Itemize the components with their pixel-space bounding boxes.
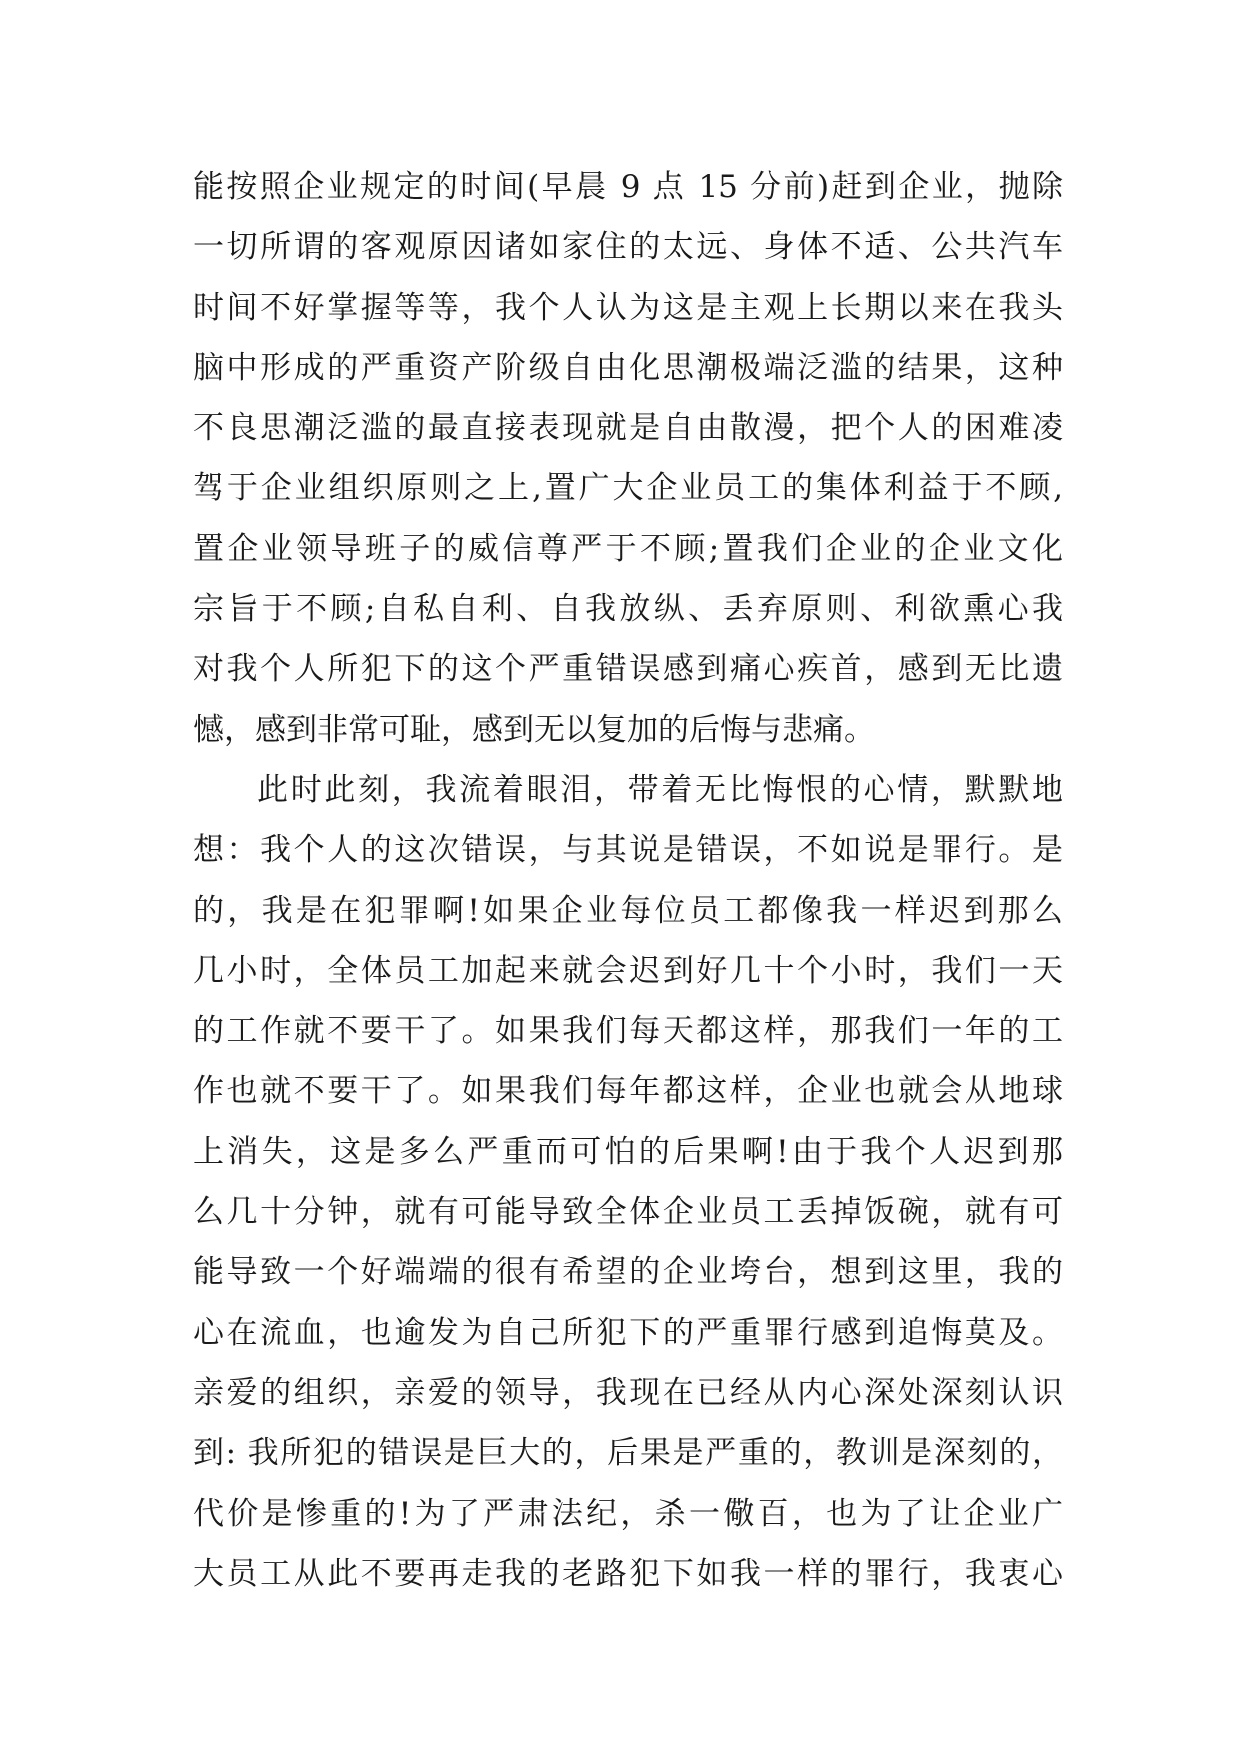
text-line: 亲爱的组织，亲爱的领导，我现在已经从内心深处深刻认识 [193,1374,1063,1411]
text-line: 心在流血，也逾发为自己所犯下的严重罪行感到追悔莫及。 [193,1314,1063,1351]
text-line: 能按照企业规定的时间(早晨 9 点 15 分前)赶到企业，抛除 [193,169,1063,205]
text-line: 驾于企业组织原则之上,置广大企业员工的集体利益于不顾, [193,470,1063,507]
text-line: 想：我个人的这次错误，与其说是错误，不如说是罪行。是 [193,832,1063,869]
text-line: 代价是惨重的!为了严肃法纪，杀一儆百，也为了让企业广 [193,1495,1063,1532]
text-line: 不良思潮泛滥的最直接表现就是自由散漫，把个人的困难凌 [193,410,1063,447]
text-line: 宗旨于不顾;自私自利、自我放纵、丢弃原则、利欲熏心我 [193,591,1063,628]
text-line: 时间不好掌握等等，我个人认为这是主观上长期以来在我头 [193,289,1063,326]
text-line: 的，我是在犯罪啊!如果企业每位员工都像我一样迟到那么 [193,892,1063,929]
text-line: 此时此刻，我流着眼泪，带着无比悔恨的心情，默默地 [257,771,1063,808]
document-body [193,157,1063,1604]
text-line: 一切所谓的客观原因诸如家住的太远、身体不适、公共汽车 [193,229,1063,266]
text-line: 么几十分钟，就有可能导致全体企业员工丢掉饭碗，就有可 [193,1194,1063,1231]
text-line: 作也就不要干了。如果我们每年都这样，企业也就会从地球 [193,1073,1063,1110]
text-line: 上消失，这是多么严重而可怕的后果啊!由于我个人迟到那 [193,1133,1063,1170]
text-line: 脑中形成的严重资产阶级自由化思潮极端泛滥的结果，这种 [193,349,1063,386]
text-line: 对我个人所犯下的这个严重错误感到痛心疾首，感到无比遗 [193,651,1063,688]
text-line: 能导致一个好端端的很有希望的企业垮台，想到这里，我的 [193,1254,1063,1291]
text-line: 几小时，全体员工加起来就会迟到好几十个小时，我们一天 [193,952,1063,989]
text-line: 的工作就不要干了。如果我们每天都这样，那我们一年的工 [193,1013,1063,1050]
text-line: 憾，感到非常可耻，感到无以复加的后悔与悲痛。 [193,711,875,748]
text-line: 大员工从此不要再走我的老路犯下如我一样的罪行，我衷心 [193,1555,1063,1592]
text-line: 置企业领导班子的威信尊严于不顾;置我们企业的企业文化 [193,530,1063,567]
text-line: 到: 我所犯的错误是巨大的，后果是严重的，教训是深刻的， [193,1435,1063,1472]
